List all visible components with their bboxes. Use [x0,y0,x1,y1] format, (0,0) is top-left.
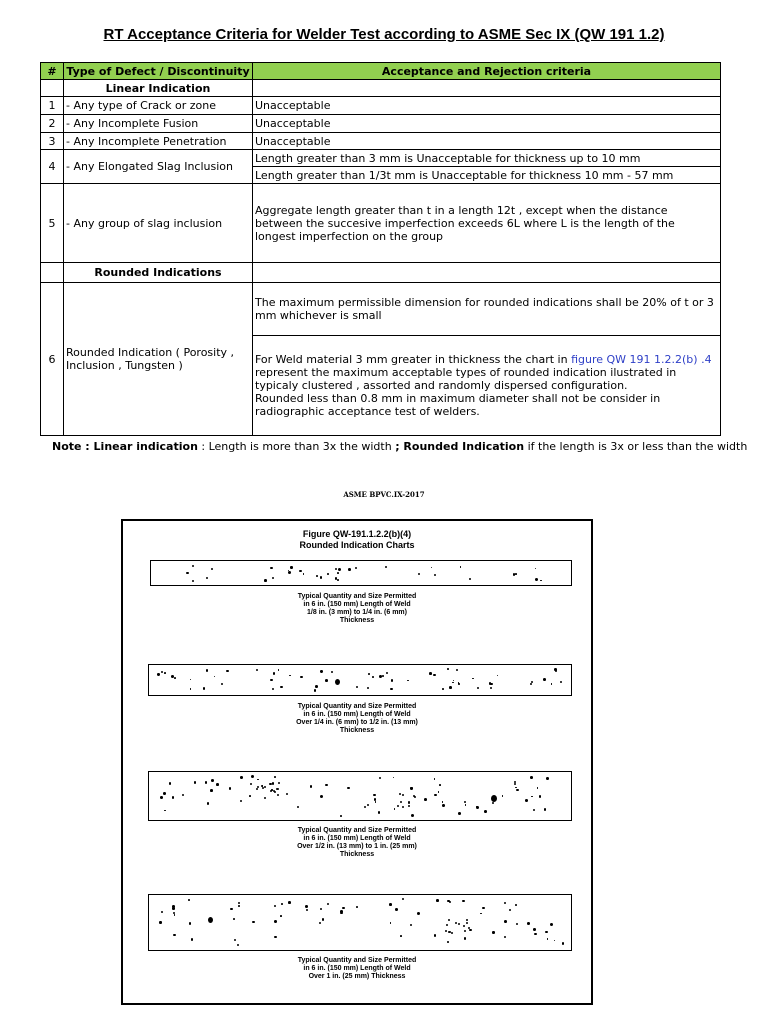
porosity-dot [469,578,471,580]
porosity-dot [270,790,272,792]
porosity-dot [533,928,536,931]
porosity-dot [439,784,441,786]
porosity-dot [393,777,395,779]
porosity-dot [554,668,557,671]
porosity-dot [157,673,159,675]
porosity-dot [300,676,303,679]
porosity-dot [402,806,404,808]
porosity-dot [379,777,381,779]
porosity-dot [514,783,516,785]
porosity-dot [230,908,232,910]
porosity-dot [159,921,161,923]
porosity-dot [410,924,412,926]
porosity-dot [278,669,280,671]
porosity-dot [174,677,176,679]
section-row-rounded [41,263,721,283]
porosity-dot [554,940,556,942]
porosity-dot [452,682,454,684]
porosity-dot [169,782,172,785]
porosity-dot [480,913,482,915]
porosity-dot [190,688,192,690]
porosity-dot [297,806,299,808]
porosity-dot [288,571,291,574]
porosity-dot [375,801,377,803]
figure-link[interactable]: figure QW 191 1.2.2(b) .4 [571,353,712,366]
porosity-dot [342,907,345,910]
porosity-dot [214,676,216,678]
page-title: RT Acceptance Criteria for Welder Test according to ASME Sec IX (QW 191 1.2) [103,26,665,43]
figure-title: Figure QW-191.1.2.2(b)(4) Rounded Indication Charts [299,529,415,550]
porosity-dot [303,573,305,575]
porosity-dot [545,931,547,933]
large-indication-dot [208,917,213,923]
porosity-dot [264,579,267,582]
porosity-dot [497,675,499,677]
porosity-dot [264,797,266,799]
porosity-dot [434,778,436,780]
porosity-dot [192,580,194,582]
section-linear-label: Linear Indication [64,80,253,97]
porosity-dot [186,572,188,574]
chart-2-caption: Typical Quantity and Size Permitted in 6 in. (150 mm) Length of Weld Over 1/4 in. (6 mm) to 1/2 in. (13 mm) Thickness [296,703,418,734]
porosity-dot [320,576,322,578]
porosity-dot [448,931,450,933]
porosity-dot [504,920,507,923]
porosity-dot [207,802,210,805]
porosity-dot [206,577,208,579]
porosity-dot [382,675,384,677]
porosity-dot [429,672,432,675]
porosity-dot [256,669,258,671]
table-row: 1 - Any type of Crack or zone Unacceptable [41,97,721,115]
porosity-dot [446,924,448,926]
asme-header: ASME BPVC.IX-2017 [343,490,425,499]
weld-strip-chart-4 [148,894,572,951]
porosity-dot [280,915,282,917]
porosity-dot [171,675,174,678]
large-indication-dot [335,679,340,685]
porosity-dot [390,922,392,924]
porosity-dot [277,794,279,796]
table-row: 4 - Any Elongated Slag Inclusion Length greater than 3 mm is Unacceptable for thickness up to 10 mm [41,150,721,167]
porosity-dot [534,933,536,935]
chart-1-caption: Typical Quantity and Size Permitted in 6 in. (150 mm) Length of Weld 1/8 in. (3 mm) to 1/4 in. (6 mm) Thickness [297,593,417,624]
chart-4-caption: Typical Quantity and Size Permitted in 6 in. (150 mm) Length of Weld Over 1 in. (25 mm) Thickness [297,957,417,980]
porosity-dot [319,922,321,924]
porosity-dot [466,922,468,924]
porosity-dot [364,806,366,808]
porosity-dot [543,678,546,681]
table-row: 6 Rounded Indication ( Porosity , Inclusion , Tungsten ) The maximum permissible dimension for rounded indications shall be 20% of t or 3 mm whichever is small [41,283,721,336]
porosity-dot [550,923,553,926]
porosity-dot [453,680,455,682]
porosity-dot [331,671,333,673]
porosity-dot [272,782,274,784]
porosity-dot [238,902,240,904]
porosity-dot [270,567,273,570]
porosity-dot [530,683,532,685]
porosity-dot [367,804,369,806]
porosity-dot [385,566,387,568]
porosity-dot [192,565,194,567]
porosity-dot [327,903,329,905]
porosity-dot [173,934,175,936]
porosity-dot [216,783,219,786]
porosity-dot [356,686,358,688]
porosity-dot [408,805,410,807]
porosity-dot [160,796,163,799]
porosity-dot [515,573,517,575]
porosity-dot [161,911,163,913]
porosity-dot [335,577,337,579]
porosity-dot [238,905,240,907]
porosity-dot [251,775,254,778]
porosity-dot [314,689,317,692]
table-row: 3 - Any Incomplete Penetration Unacceptable [41,133,721,150]
porosity-dot [305,905,308,908]
porosity-dot [320,908,322,910]
porosity-dot [469,929,471,931]
porosity-dot [327,573,329,575]
table-row: For Weld material 3 mm greater in thickness the chart in figure QW 191 1.2.2(b) .4 represent the maximum acceptable types of rounded indication ilustrated in typicaly clustered , assorted and randomly dispersed configuration. Rounded less than 0.8 mm in maximum diameter shall not be consider in radiographic acceptance test of welders. [41,336,721,436]
porosity-dot [539,795,541,797]
porosity-dot [273,672,275,674]
porosity-dot [316,575,318,577]
porosity-dot [562,942,564,944]
header-defect-type: Type of Defect / Discontinuity [64,63,253,80]
porosity-dot [290,566,292,568]
porosity-dot [540,580,542,582]
porosity-dot [442,688,444,690]
porosity-dot [233,918,235,920]
porosity-dot [436,899,439,902]
porosity-dot [240,800,242,802]
porosity-dot [386,672,388,674]
porosity-dot [560,681,562,683]
porosity-dot [424,798,427,801]
section-rounded-label: Rounded Indications [64,263,253,283]
porosity-dot [272,577,274,579]
rounded-indication-figure [121,519,593,1005]
porosity-dot [226,670,228,672]
porosity-dot [502,795,504,797]
porosity-dot [257,786,259,788]
porosity-dot [264,786,266,788]
porosity-dot [249,795,251,797]
table-row: 2 - Any Incomplete Fusion Unacceptable [41,115,721,133]
porosity-dot [211,568,213,570]
porosity-dot [433,674,436,677]
porosity-dot [286,793,288,795]
porosity-dot [464,930,466,932]
porosity-dot [477,687,479,689]
porosity-dot [191,938,194,941]
porosity-dot [320,795,323,798]
porosity-dot [189,922,191,924]
porosity-dot [438,791,440,793]
porosity-dot [431,567,433,569]
porosity-dot [513,573,515,575]
porosity-dot [257,779,259,781]
porosity-dot [391,679,393,681]
porosity-dot [299,570,302,573]
porosity-dot [434,574,436,576]
porosity-dot [322,918,325,921]
porosity-dot [272,688,274,690]
porosity-dot [277,788,279,790]
porosity-dot [492,931,494,933]
porosity-dot [449,901,452,904]
porosity-dot [442,804,445,807]
porosity-dot [410,787,413,790]
porosity-dot [516,923,518,925]
porosity-dot [389,903,392,906]
porosity-dot [205,781,208,784]
porosity-dot [340,912,343,915]
porosity-dot [449,686,452,689]
porosity-dot [411,814,414,817]
porosity-dot [347,787,349,789]
porosity-dot [256,788,258,790]
porosity-dot [458,812,461,815]
weld-strip-chart-2 [148,664,572,696]
porosity-dot [525,799,528,802]
section-row-linear [41,80,721,97]
porosity-dot [340,815,342,817]
porosity-dot [190,679,192,681]
porosity-dot [164,810,166,812]
porosity-dot [535,568,537,570]
porosity-dot [234,939,236,941]
porosity-dot [402,898,404,900]
porosity-dot [320,670,322,672]
porosity-dot [221,683,223,685]
porosity-dot [270,679,272,681]
porosity-dot [378,811,381,814]
porosity-dot [547,938,549,940]
porosity-dot [355,567,357,569]
porosity-dot [527,922,530,925]
table-row: Length greater than 1/3t mm is Unacceptable for thickness 10 mm - 57 mm [41,167,721,184]
porosity-dot [434,934,437,937]
porosity-dot [400,935,402,937]
porosity-dot [447,941,449,943]
large-indication-dot [491,795,497,802]
porosity-dot [464,937,466,939]
porosity-dot [451,932,453,934]
porosity-dot [490,687,492,689]
note-text: Note : Linear indication : Length is more than 3x the width ; Rounded Indication if the length is 3x or less than the width [52,440,748,453]
porosity-dot [463,925,465,927]
porosity-dot [338,568,341,571]
porosity-dot [306,909,308,911]
porosity-dot [288,901,291,904]
porosity-dot [442,801,444,803]
porosity-dot [210,789,213,792]
porosity-dot [174,914,176,916]
porosity-dot [482,907,484,909]
porosity-dot [417,912,420,915]
porosity-dot [397,805,399,807]
porosity-dot [390,688,393,691]
porosity-dot [237,944,240,947]
porosity-dot [273,790,275,792]
porosity-dot [456,669,458,671]
porosity-dot [356,906,358,908]
porosity-dot [172,907,175,910]
porosity-dot [460,566,462,568]
porosity-dot [368,673,370,675]
porosity-dot [465,804,467,806]
porosity-dot [447,668,449,670]
criteria-table [40,62,721,436]
table-row: 5 - Any group of slag inclusion Aggregate length greater than t in a length 12t , except when the distance between the succesive imperfection exceeds 6L where L is the length of the longest imperfection on the group [41,184,721,263]
porosity-dot [464,801,466,803]
porosity-dot [172,796,175,799]
porosity-dot [229,787,231,789]
porosity-dot [310,785,313,788]
header-number: # [41,63,64,80]
porosity-dot [269,783,272,786]
porosity-dot [348,568,351,571]
porosity-dot [484,810,487,813]
porosity-dot [551,683,553,685]
porosity-dot [164,672,166,674]
porosity-dot [394,808,396,810]
header-criteria: Acceptance and Rejection criteria [253,63,721,80]
porosity-dot [188,899,190,901]
porosity-dot [206,669,209,672]
porosity-dot [240,776,243,779]
porosity-dot [252,921,255,924]
porosity-dot [278,782,280,784]
porosity-dot [472,678,474,680]
porosity-dot [458,923,460,925]
porosity-dot [535,578,538,581]
porosity-dot [466,919,468,921]
porosity-dot [325,784,327,786]
porosity-dot [182,794,184,796]
porosity-dot [445,930,447,932]
porosity-dot [448,919,450,921]
porosity-dot [274,936,276,938]
porosity-dot [455,922,457,924]
chart-3-caption: Typical Quantity and Size Permitted in 6 in. (150 mm) Length of Weld Over 1/2 in. (13 mm) to 1 in. (25 mm) Thickness [297,827,417,858]
porosity-dot [418,573,421,576]
porosity-dot [544,808,546,810]
porosity-dot [407,680,409,682]
porosity-dot [531,796,533,798]
porosity-dot [280,686,282,688]
weld-strip-chart-3 [148,771,572,821]
porosity-dot [395,908,398,911]
porosity-dot [337,579,339,581]
porosity-dot [462,900,464,902]
porosity-dot [546,777,549,780]
porosity-dot [414,796,416,798]
porosity-dot [281,903,283,905]
porosity-dot [194,781,196,783]
porosity-dot [372,676,374,678]
porosity-dot [533,809,535,811]
porosity-dot [315,685,318,688]
porosity-dot [161,671,164,674]
porosity-dot [274,776,276,778]
porosity-dot [211,779,214,782]
porosity-dot [515,904,517,906]
porosity-dot [399,793,401,795]
porosity-dot [335,568,337,570]
porosity-dot [274,905,276,907]
table-header-row [41,63,721,80]
porosity-dot [203,687,205,689]
porosity-dot [515,787,517,789]
porosity-dot [402,794,404,796]
porosity-dot [476,806,479,809]
porosity-dot [516,789,519,792]
porosity-dot [337,572,339,574]
porosity-dot [504,902,506,904]
porosity-dot [274,920,277,923]
porosity-dot [504,936,506,938]
porosity-dot [537,787,539,789]
porosity-dot [373,794,376,797]
porosity-dot [367,687,369,689]
porosity-dot [509,909,511,911]
porosity-dot [530,776,533,779]
porosity-dot [163,792,166,795]
porosity-dot [400,801,402,803]
porosity-dot [434,794,436,796]
porosity-dot [250,783,252,785]
porosity-dot [289,675,291,677]
weld-strip-chart-1 [150,560,572,586]
porosity-dot [325,679,328,682]
